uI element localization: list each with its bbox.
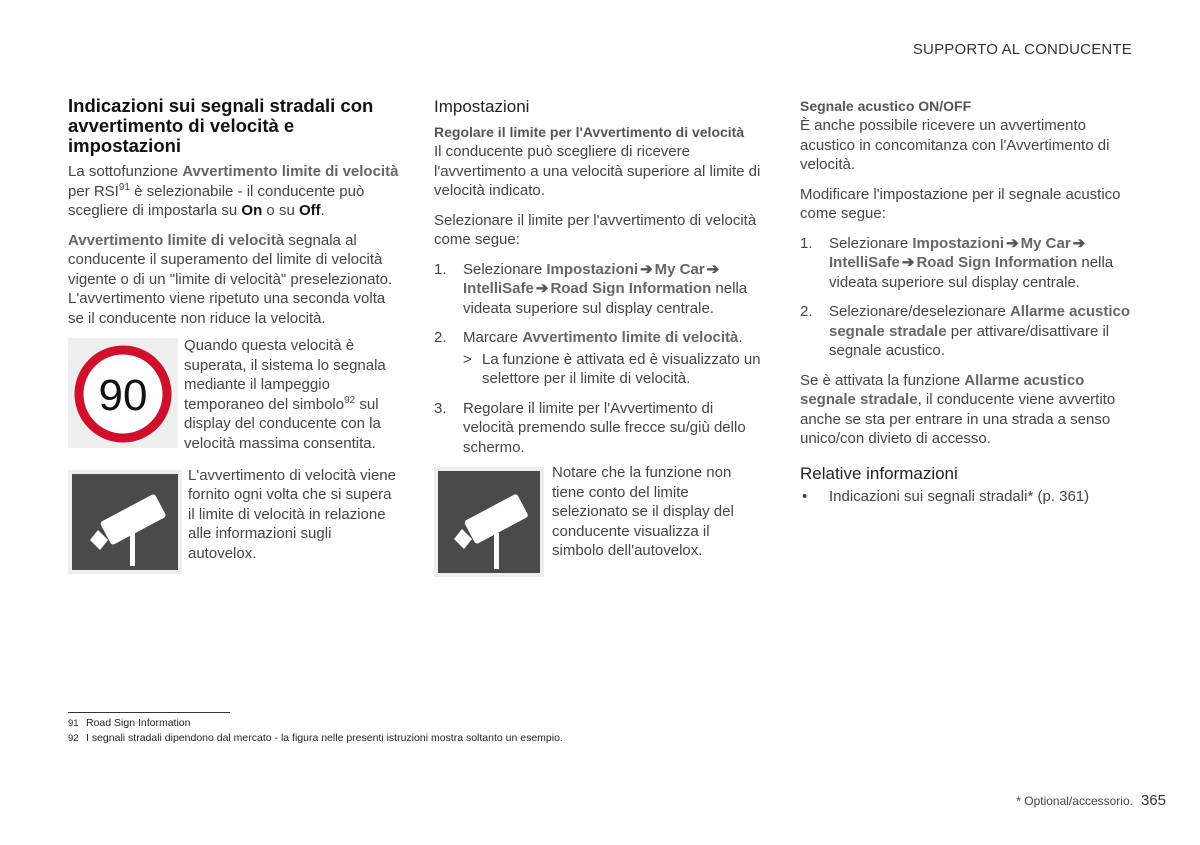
function-name: Avvertimento limite di velocità: [182, 163, 399, 180]
acoustic-paragraph-1: È anche possibile ricevere un avvertimento acustico in concomitanza con l'Avvertimento di velocità.: [800, 117, 1110, 173]
description-paragraph: Avvertimento limite di velocità segnala al conducente il superamento del limite di velocità vigente o di un "limite di velocità" preselezionato. L'avvertimento viene ripetuto una seconda volta se il conducente non riduce la velocità.: [68, 231, 393, 327]
bullet-icon: •: [802, 487, 808, 505]
speed-sign-figure: [68, 338, 400, 454]
footnote-ref-92[interactable]: 92: [344, 394, 356, 406]
arrow-right-icon: ➔: [706, 260, 720, 278]
arrow-right-icon: ➔: [1072, 234, 1086, 252]
menu-path-road-sign-information: Road Sign Information: [916, 254, 1078, 271]
settings-paragraph-1: Il conducente può scegliere di ricevere l'avvertimento a una velocità superiore al limite di velocità indicato.: [434, 143, 761, 199]
speed-camera-sign-icon: [68, 470, 182, 580]
on-option: On: [241, 202, 263, 219]
running-header: SUPPORTO AL CONDUCENTE: [912, 41, 1132, 58]
acoustic-steps: [800, 234, 1130, 361]
speed-limit-value: 90: [98, 371, 148, 420]
camera-note-text: Notare che la funzione non tiene conto del limite selezionato se il display del conducente visualizza il simbolo dell'autovelox.: [552, 464, 734, 559]
camera-sign-figure: [68, 466, 400, 580]
step-1: 1. Selezionare Impostazioni ➔ My Car ➔IntelliSafe ➔ Road Sign Information nella videata superiore sul display centrale.: [800, 234, 1114, 291]
speed-camera-sign-icon: [434, 467, 544, 583]
column-3: [800, 96, 1130, 506]
related-link[interactable]: • Indicazioni sui segnali stradali* (p. 361): [802, 487, 1090, 505]
arrow-right-icon: ➔: [901, 254, 915, 271]
footnote-91: 91 Road Sign Information: [68, 717, 191, 729]
related-list: [800, 487, 1130, 507]
step-2: 2. Selezionare/deselezionare Allarme acustico segnale stradale per attivare/disattivare il segnale acustico.: [800, 303, 1131, 359]
menu-path-intellisafe: IntelliSafe: [463, 280, 534, 297]
limit-subheading: Regolare il limite per l'Avvertimento di velocità: [434, 124, 745, 140]
acoustic-subheading: Segnale acustico ON/OFF: [800, 98, 972, 114]
menu-path-my-car: My Car: [654, 260, 705, 278]
arrow-right-icon: ➔: [640, 260, 653, 278]
column-1: [68, 96, 400, 579]
camera-note-figure: [434, 464, 764, 583]
settings-heading: Impostazioni: [434, 97, 530, 116]
page-footer: [1016, 792, 1166, 809]
related-heading: Relative informazioni: [800, 463, 958, 483]
menu-path-impostazioni: Impostazioni: [546, 260, 639, 278]
step-1: 1. Selezionare Impostazioni ➔ My Car ➔IntelliSafe ➔ Road Sign Information nella videata superiore sul display centrale.: [434, 260, 748, 317]
acoustic-paragraph-3: Se è attivata la funzione Allarme acustico segnale stradale, il conducente viene avvertito anche se sta per entrare in una strada a senso unico/con divieto di accesso.: [800, 371, 1116, 447]
menu-path-my-car: My Car: [1020, 234, 1071, 252]
arrow-right-icon: ➔: [535, 280, 549, 297]
optional-note: * Optional/accessorio.: [1016, 794, 1133, 808]
settings-paragraph-2: Selezionare il limite per l'avvertimento di velocità come segue:: [434, 211, 757, 248]
column-2: [434, 96, 764, 583]
step-2: 2. Marcare Avvertimento limite di velocità. > La funzione è attivata ed è visualizzato un selettore per il limite di velocità.: [434, 328, 764, 389]
footnote-92: 92 I segnali stradali dipendono dal mercato - la figura nelle presenti istruzioni mostra soltanto un esempio.: [68, 732, 563, 744]
speed-limit-sign-icon: [68, 338, 178, 454]
step-3: 3. Regolare il limite per l'Avvertimento di velocità premendo sulle frecce su/giù dello schermo.: [434, 399, 746, 456]
section-title: Indicazioni sui segnali stradali con avvertimento di velocità e impostazioni: [68, 95, 374, 156]
settings-steps: [434, 260, 764, 458]
page-number: 365: [1140, 792, 1166, 809]
arrow-right-icon: ➔: [1006, 234, 1019, 252]
footnote-divider: [68, 712, 230, 713]
off-option: Off: [298, 202, 321, 219]
footnote-ref-91[interactable]: 91: [118, 181, 130, 193]
step-2-result: > La funzione è attivata ed è visualizzato un selettore per il limite di velocità.: [463, 350, 761, 387]
menu-path-road-sign-information: Road Sign Information: [550, 280, 712, 297]
menu-path-intellisafe: IntelliSafe: [829, 254, 900, 271]
camera-sign-caption: L'avvertimento di velocità viene fornito ogni volta che si supera il limite di velocità in relazione alle informazioni sugli autovelox.: [188, 466, 396, 562]
acoustic-paragraph-2: Modificare l'impostazione per il segnale acustico come segue:: [800, 185, 1121, 222]
menu-path-impostazioni: Impostazioni: [912, 234, 1005, 252]
speed-sign-caption: Quando questa velocità è superata, il sistema lo segnala mediante il lampeggio temporaneo del simbolo$^{92}$ sul display del conducente con la velocità massima consentita.: [184, 337, 386, 452]
intro-paragraph: La sottofunzione Avvertimento limite di velocità per RSI$^{91}$ è selezionabile - il conducente può scegliere di impostarla su On o su Off.: [68, 163, 399, 219]
